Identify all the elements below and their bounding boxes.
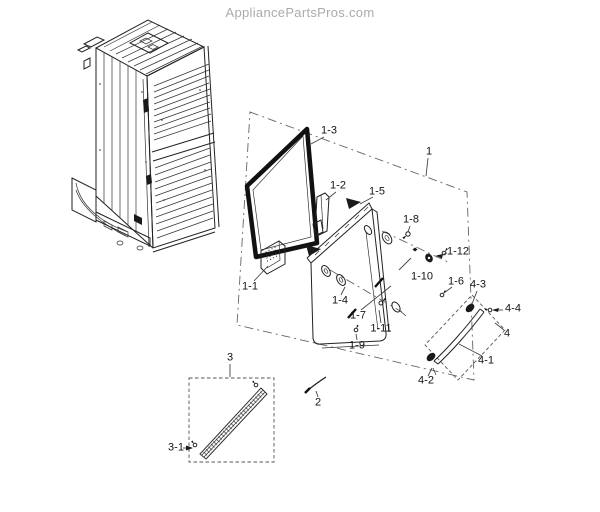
part-label-1-10: 1-10: [410, 270, 434, 283]
door-gasket: [247, 129, 317, 257]
watermark-text: AppliancePartsPros.com: [225, 5, 375, 20]
handle-mount-4-3: [464, 302, 476, 314]
part-label-1-9: 1-9: [349, 339, 365, 352]
part-label-1-11: 1-11: [370, 322, 392, 335]
clip-part: [305, 377, 326, 393]
insert-arrow-icon: [306, 245, 321, 256]
screw-1-9: [354, 324, 360, 332]
insert-arrow-icon: [346, 198, 361, 209]
part-label-4-1: 4-1: [478, 354, 494, 367]
handle-mount-4-2: [425, 351, 437, 363]
screw-1-8: [402, 231, 411, 240]
part-label-1-8: 1-8: [403, 213, 419, 226]
part-label-1-12: 1-12: [446, 245, 470, 258]
screw-1-6: [439, 290, 446, 298]
part-label-4-2: 4-2: [418, 374, 434, 387]
part-label-4-4: 4-4: [505, 302, 521, 315]
part-label-1: 1: [425, 145, 433, 158]
refrigerator-cabinet: [72, 20, 219, 252]
grommet-1-12: [424, 252, 435, 263]
part-label-1-4: 1-4: [332, 294, 348, 307]
upper-hinge-parts: [380, 230, 448, 263]
part-label-1-5: 1-5: [369, 185, 385, 198]
part-label-1-3: 1-3: [321, 124, 337, 137]
part-label-4: 4: [503, 327, 511, 340]
rail-assembly: [189, 378, 274, 462]
screw-3-1: [190, 440, 197, 448]
part-label-4-3: 4-3: [470, 278, 486, 291]
part-label-3-1: 3-1: [168, 441, 184, 454]
part-label-1-1: 1-1: [242, 280, 258, 293]
part-label-1-2: 1-2: [330, 179, 346, 192]
part-label-1-6: 1-6: [448, 275, 464, 288]
part-label-1-7: 1-7: [350, 309, 366, 322]
screw-rail-top: [251, 380, 258, 388]
part-label-3: 3: [226, 351, 234, 364]
screw-4-4: [485, 307, 492, 312]
handle-assembly: [425, 295, 505, 380]
part-label-2: 2: [314, 396, 322, 409]
